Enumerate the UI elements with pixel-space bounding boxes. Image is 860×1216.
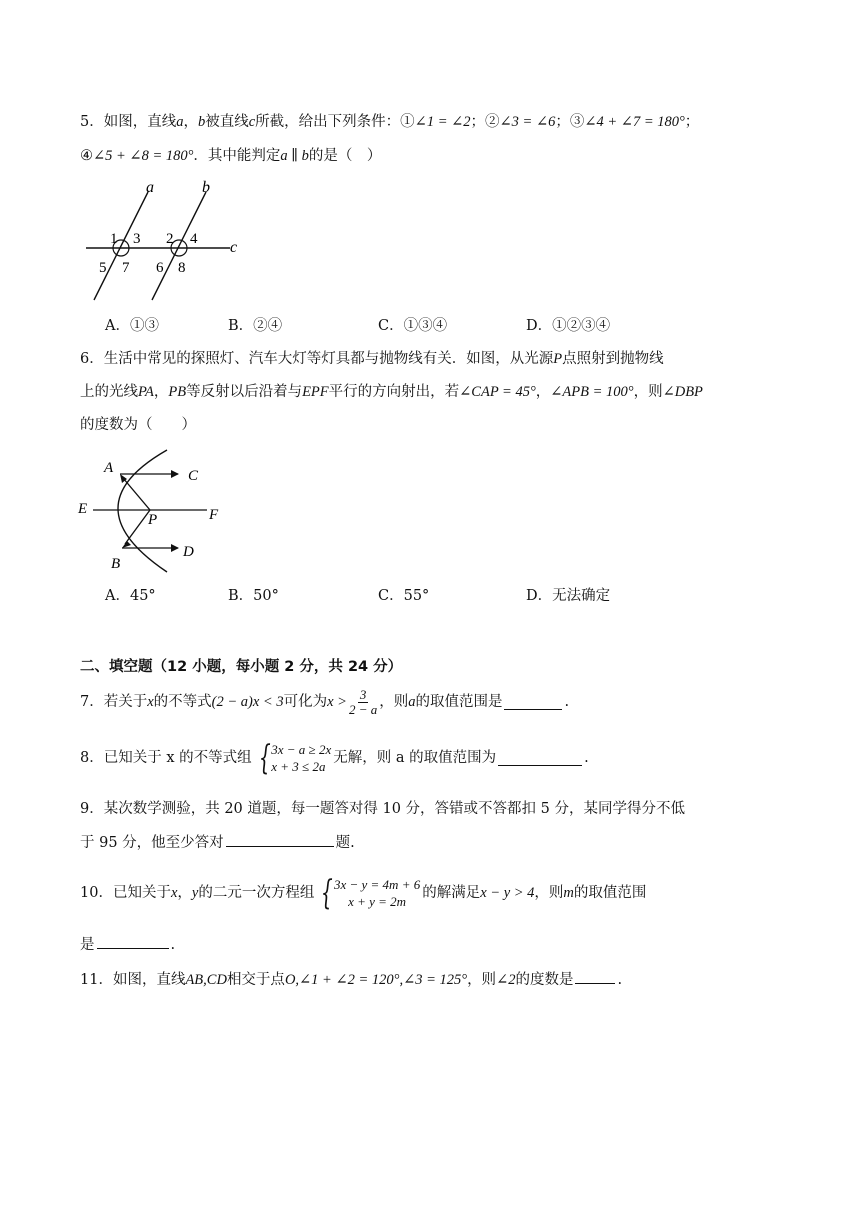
q5-line-2: ④∠5 + ∠8 = 180°．其中能判定a ∥ b的是（ ） xyxy=(80,148,382,164)
fig5-label-6: 6 xyxy=(156,260,164,276)
q9-line-2: 于 95 分，他至少答对 题. xyxy=(80,832,355,854)
fig6-label-p: P xyxy=(148,512,158,528)
fig6-label-d: D xyxy=(183,544,194,560)
fig6-label-a: A xyxy=(104,460,114,476)
fig5-label-a: a xyxy=(146,180,154,196)
fig5-label-5: 5 xyxy=(99,260,107,276)
q8-line: 8．已知关于 x 的不等式组 { 3x − a ≥ 2x x + 3 ≤ 2a 无解，则 a 的取值范围为 . xyxy=(80,738,589,778)
q5-figure xyxy=(80,180,260,310)
q8-answer-blank[interactable] xyxy=(498,751,582,766)
fig5-label-b: b xyxy=(202,180,210,196)
q5-option-b: B．②④ xyxy=(228,318,283,334)
q7-line: 7．若关于 x 的不等式 (2 − a)x < 3 可化为 x > $\frac{3}{2 - a}$ ，则 a 的取值范围是 . xyxy=(80,686,570,717)
fig5-label-2: 2 xyxy=(166,231,174,247)
fig5-label-8: 8 xyxy=(178,260,186,276)
q10-equation-system: { 3x − y = 4m + 6 x + y = 2m xyxy=(321,873,421,913)
q11-answer-blank[interactable] xyxy=(575,969,615,984)
fig5-label-4: 4 xyxy=(190,231,198,247)
q10-line-1: 10．已知关于 x ， y 的二元一次方程组 { 3x − y = 4m + 6 x + y = 2m 的解满足 x − y > 4 ，则 m 的取值范围 xyxy=(80,873,647,913)
q6-option-b: B．50° xyxy=(228,588,279,604)
q6-line-3: 的度数为（ ） xyxy=(80,417,196,433)
q6-figure xyxy=(75,448,235,578)
q6-option-d: D．无法确定 xyxy=(526,588,611,604)
fig5-label-7: 7 xyxy=(122,260,130,276)
q9-answer-blank[interactable] xyxy=(226,832,334,847)
q6-option-c: C．55° xyxy=(378,588,430,604)
fig6-label-c: C xyxy=(188,468,199,484)
q10-answer-blank[interactable] xyxy=(97,934,169,949)
section-2-title: 二、填空题（12 小题，每小题 2 分，共 24 分） xyxy=(80,659,403,675)
q7-fraction: $\frac{3}{2 - a}$ xyxy=(348,686,378,717)
q8-inequality-system: { 3x − a ≥ 2x x + 3 ≤ 2a xyxy=(258,738,332,778)
fig5-label-1: 1 xyxy=(110,231,118,247)
q10-line-2: 是 . xyxy=(80,934,175,956)
q6-line-2: 上的光线PA，PB等反射以后沿着与EPF平行的方向射出，若∠CAP = 45°，∠APB = 100°，则∠DBP xyxy=(80,384,703,400)
fig5-label-c: c xyxy=(230,239,238,256)
q6-option-a: A．45° xyxy=(105,588,156,604)
fig6-label-b: B xyxy=(111,556,121,572)
q7-answer-blank[interactable] xyxy=(504,695,562,710)
q5-option-c: C．①③④ xyxy=(378,318,448,334)
fig6-label-e: E xyxy=(78,501,88,517)
q11-line: 11．如图，直线AB,CD相交于点O,∠1 + ∠2 = 120°,∠3 = 125°，则∠2的度数是 . xyxy=(80,969,622,991)
fig6-label-f: F xyxy=(209,507,219,523)
q9-line-1: 9．某次数学测验，共 20 道题，每一题答对得 10 分，答错或不答都扣 5 分，某同学得分不低 xyxy=(80,801,686,817)
q5-line-1: 5．如图，直线a，b被直线c所截，给出下列条件：①∠1 = ∠2；②∠3 = ∠6；③∠4 + ∠7 = 180°； xyxy=(80,114,700,130)
q6-line-1: 6．生活中常见的探照灯、汽车大灯等灯具都与抛物线有关．如图，从光源P点照射到抛物线 xyxy=(80,351,664,367)
q5-option-d: D．①②③④ xyxy=(526,318,611,334)
q5-option-a: A．①③ xyxy=(105,318,159,334)
fig5-label-3: 3 xyxy=(133,231,141,247)
